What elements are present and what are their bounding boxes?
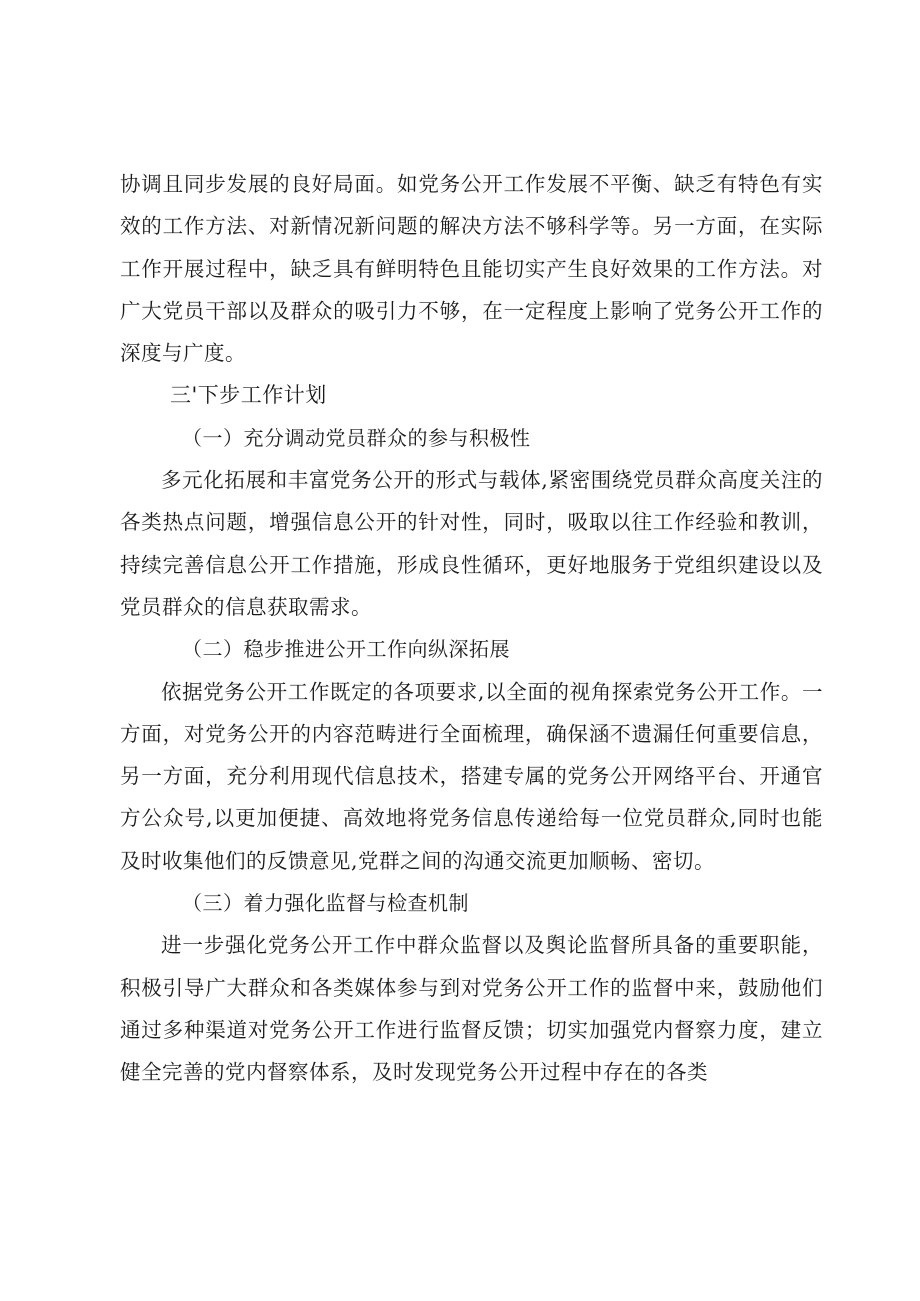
section-heading: 三'下步工作计划 xyxy=(170,383,327,408)
document-body xyxy=(120,163,823,1094)
paragraph-continuation: 协调且同步发展的良好局面。如党务公开工作发展不平衡、缺乏有特色有实效的工作方法、对新情况新问题的解决方法不够科学等。另一方面，在实际工作开展过程中，缺乏具有鲜明特色且能切实产生良好效果的工作方法。对广大党员干部以及群众的吸引力不够，在一定程度上影响了党务公开工作的深度与广度。 xyxy=(120,172,823,366)
paragraph-3: 依据党务公开工作既定的各项要求,以全面的视角探索党务公开工作。一方面，对党务公开的内容范畴进行全面梳理，确保涵不遗漏任何重要信息，另一方面，充分利用现代信息技术，搭建专属的党务公开网络平台、开通官方公众号,以更加便捷、高效地将党务信息传递给每一位党员群众,同时也能及时收集他们的反馈意见,党群之间的沟通交流更加顺畅、密切。 xyxy=(120,679,823,873)
subheading-2: （二）稳步推进公开工作向纵深拓展 xyxy=(182,637,510,662)
paragraph-2: 多元化拓展和丰富党务公开的形式与载体,紧密围绕党员群众高度关注的各类热点问题，增强信息公开的针对性，同时，吸取以往工作经验和教训，持续完善信息公开工作措施，形成良性循环，更好地服务于党组织建设以及党员群众的信息获取需求。 xyxy=(120,468,823,619)
subheading-3: （三）着力强化监督与检查机制 xyxy=(182,891,469,916)
paragraph-4: 进一步强化党务公开工作中群众监督以及舆论监督所具备的重要职能，积极引导广大群众和各类媒体参与到对党务公开工作的监督中来，鼓励他们通过多种渠道对党务公开工作进行监督反馈；切实加强党内督察力度，建立健全完善的党内督察体系，及时发现党务公开过程中存在的各类 xyxy=(120,933,823,1085)
subheading-1: （一）充分调动党员群众的参与积极性 xyxy=(182,425,531,450)
